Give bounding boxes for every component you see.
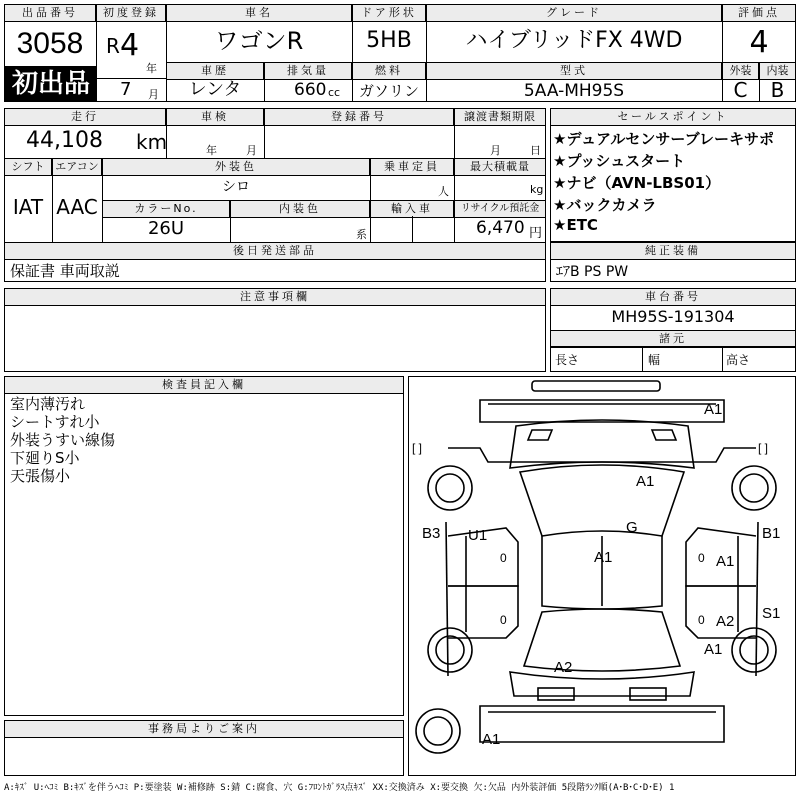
reg-year: 4 <box>120 28 140 63</box>
exterior-label: 外装 <box>722 62 759 80</box>
fuel-value: ガソリン <box>358 82 419 100</box>
equipment-value: ｴｱB PS PW <box>556 264 629 280</box>
damage-mark: B1 <box>762 525 781 542</box>
first-reg-label: 初度登録 <box>96 4 166 22</box>
damage-mark: A1 <box>594 549 613 566</box>
shift-label: シフト <box>4 158 52 176</box>
insp-year-unit: 年 <box>206 144 217 157</box>
damage-mark: A2 <box>716 613 735 630</box>
ac-label: エアコン <box>52 158 102 176</box>
mileage-label: 走行 <box>4 108 166 126</box>
car-name: ワゴンR <box>214 27 304 55</box>
history-label: 車歴 <box>166 62 264 80</box>
first-listing-badge: 初出品 <box>5 66 97 102</box>
recycle-unit: 円 <box>529 226 543 241</box>
office-label: 事務局よりご案内 <box>4 720 404 738</box>
damage-mark: B3 <box>422 525 441 542</box>
inspector-note: 下廻りS小 <box>10 449 80 467</box>
lot-number: 3058 <box>16 27 84 60</box>
car-diagram <box>408 376 796 776</box>
month-unit: 月 <box>148 88 159 101</box>
fuel-label: 燃料 <box>352 62 426 80</box>
reg-month: 7 <box>120 79 132 100</box>
history-value: レンタ <box>188 79 242 100</box>
displacement-label: 排気量 <box>264 62 352 80</box>
dims-label: 諸元 <box>550 330 796 348</box>
color-no-value: 26U <box>147 218 185 239</box>
displacement-value: 660 <box>294 80 327 100</box>
color-label: 外装色 <box>102 158 370 176</box>
year-unit: 年 <box>146 62 157 75</box>
later-parts-label: 後日発送部品 <box>4 242 546 260</box>
interior-color-label: 内装色 <box>230 200 370 218</box>
displacement-unit: cc <box>328 86 341 99</box>
lot-label: 出品番号 <box>4 4 96 22</box>
door-label: ドア形状 <box>352 4 426 22</box>
length-label: 長さ <box>555 353 580 367</box>
car-name-label: 車名 <box>166 4 352 22</box>
notes-label: 注意事項欄 <box>4 288 546 306</box>
chassis-value: MH95S-191304 <box>611 307 735 326</box>
capacity-unit: 人 <box>438 185 449 198</box>
load-label: 最大積載量 <box>454 158 546 176</box>
equipment-label: 純正装備 <box>550 242 796 260</box>
damage-mark: A1 <box>704 401 723 418</box>
damage-mark: G <box>626 519 638 536</box>
damage-legend: A:ｷｽﾞ U:ﾍｺﾐ B:ｷｽﾞを伴うﾍｺﾐ P:要塗装 W:補修跡 S:錆 C:腐食、穴 G:ﾌﾛﾝﾄｶﾞﾗｽ点ｷｽﾞ XX:交換済み X:要交換 欠:欠品 内外装評価 5段階ﾗﾝｸ順(A･B･C･D･E) 1 <box>4 783 675 793</box>
sales-points-label: セールスポイント <box>550 108 796 126</box>
sales-point-item: ★プッシュスタート <box>553 152 686 170</box>
mileage-value: 44,108 <box>26 128 103 153</box>
ac-value: AAC <box>56 195 98 219</box>
door-value: 5HB <box>366 28 412 53</box>
insp-month-unit: 月 <box>246 144 257 157</box>
recycle-label: リサイクル預託金 <box>454 200 546 218</box>
mileage-unit: km <box>136 130 168 154</box>
height-label: 高さ <box>726 353 751 367</box>
sales-point-item: ★バックカメラ <box>553 196 657 214</box>
capacity-label: 乗車定員 <box>370 158 454 176</box>
shift-value: IAT <box>12 195 44 219</box>
zero-mark: 0 <box>500 551 507 565</box>
damage-mark: S1 <box>762 605 781 622</box>
damage-mark: A1 <box>482 731 501 748</box>
damage-mark: U1 <box>468 527 488 544</box>
width-label: 幅 <box>648 353 661 367</box>
interior-value: B <box>770 78 785 102</box>
color-no-label: カラーNo. <box>102 200 230 218</box>
later-parts-value: 保証書 車両取説 <box>10 262 120 280</box>
right-bracket: [ ] <box>758 441 769 455</box>
inspection-label: 車検 <box>166 108 264 126</box>
chassis-label: 車台番号 <box>550 288 796 306</box>
inspector-note: 外装うすい線傷 <box>10 431 116 449</box>
exterior-value: C <box>733 78 748 102</box>
transfer-day-unit: 日 <box>530 144 541 157</box>
score-label: 評価点 <box>722 4 796 22</box>
sales-point-item: ★デュアルセンサーブレーキサポ <box>553 130 775 148</box>
zero-mark: 0 <box>500 613 507 627</box>
damage-mark: A2 <box>554 659 573 676</box>
left-bracket: [ ] <box>412 441 423 455</box>
transfer-month-unit: 月 <box>490 144 501 157</box>
inspector-label: 検査員記入欄 <box>4 376 404 394</box>
interior-color-unit: 系 <box>356 228 367 241</box>
era-prefix: R <box>106 34 120 58</box>
transfer-label: 譲渡書類期限 <box>454 108 546 126</box>
grade-label: グレード <box>426 4 722 22</box>
sales-point-item: ★ナビ（AVN-LBS01） <box>553 174 721 192</box>
zero-mark: 0 <box>698 551 705 565</box>
inspector-note: 天張傷小 <box>10 467 71 485</box>
damage-mark: A1 <box>704 641 723 658</box>
zero-mark: 0 <box>698 613 705 627</box>
inspector-note: 室内薄汚れ <box>10 395 86 413</box>
inspector-note: シートすれ小 <box>10 413 100 431</box>
model-value: 5AA-MH95S <box>523 81 625 101</box>
import-label: 輸入車 <box>370 200 454 218</box>
damage-mark: A1 <box>636 473 655 490</box>
interior-label: 内装 <box>759 62 796 80</box>
plate-label: 登録番号 <box>264 108 454 126</box>
color-value: シロ <box>222 179 250 195</box>
grade-value: ハイブリッドFX 4WD <box>465 28 683 53</box>
recycle-value: 6,470 <box>476 218 525 238</box>
score-value: 4 <box>749 25 769 60</box>
model-label: 型式 <box>426 62 722 80</box>
damage-mark: A1 <box>716 553 735 570</box>
sales-point-item: ★ETC <box>553 216 598 234</box>
load-unit: kg <box>530 183 544 196</box>
